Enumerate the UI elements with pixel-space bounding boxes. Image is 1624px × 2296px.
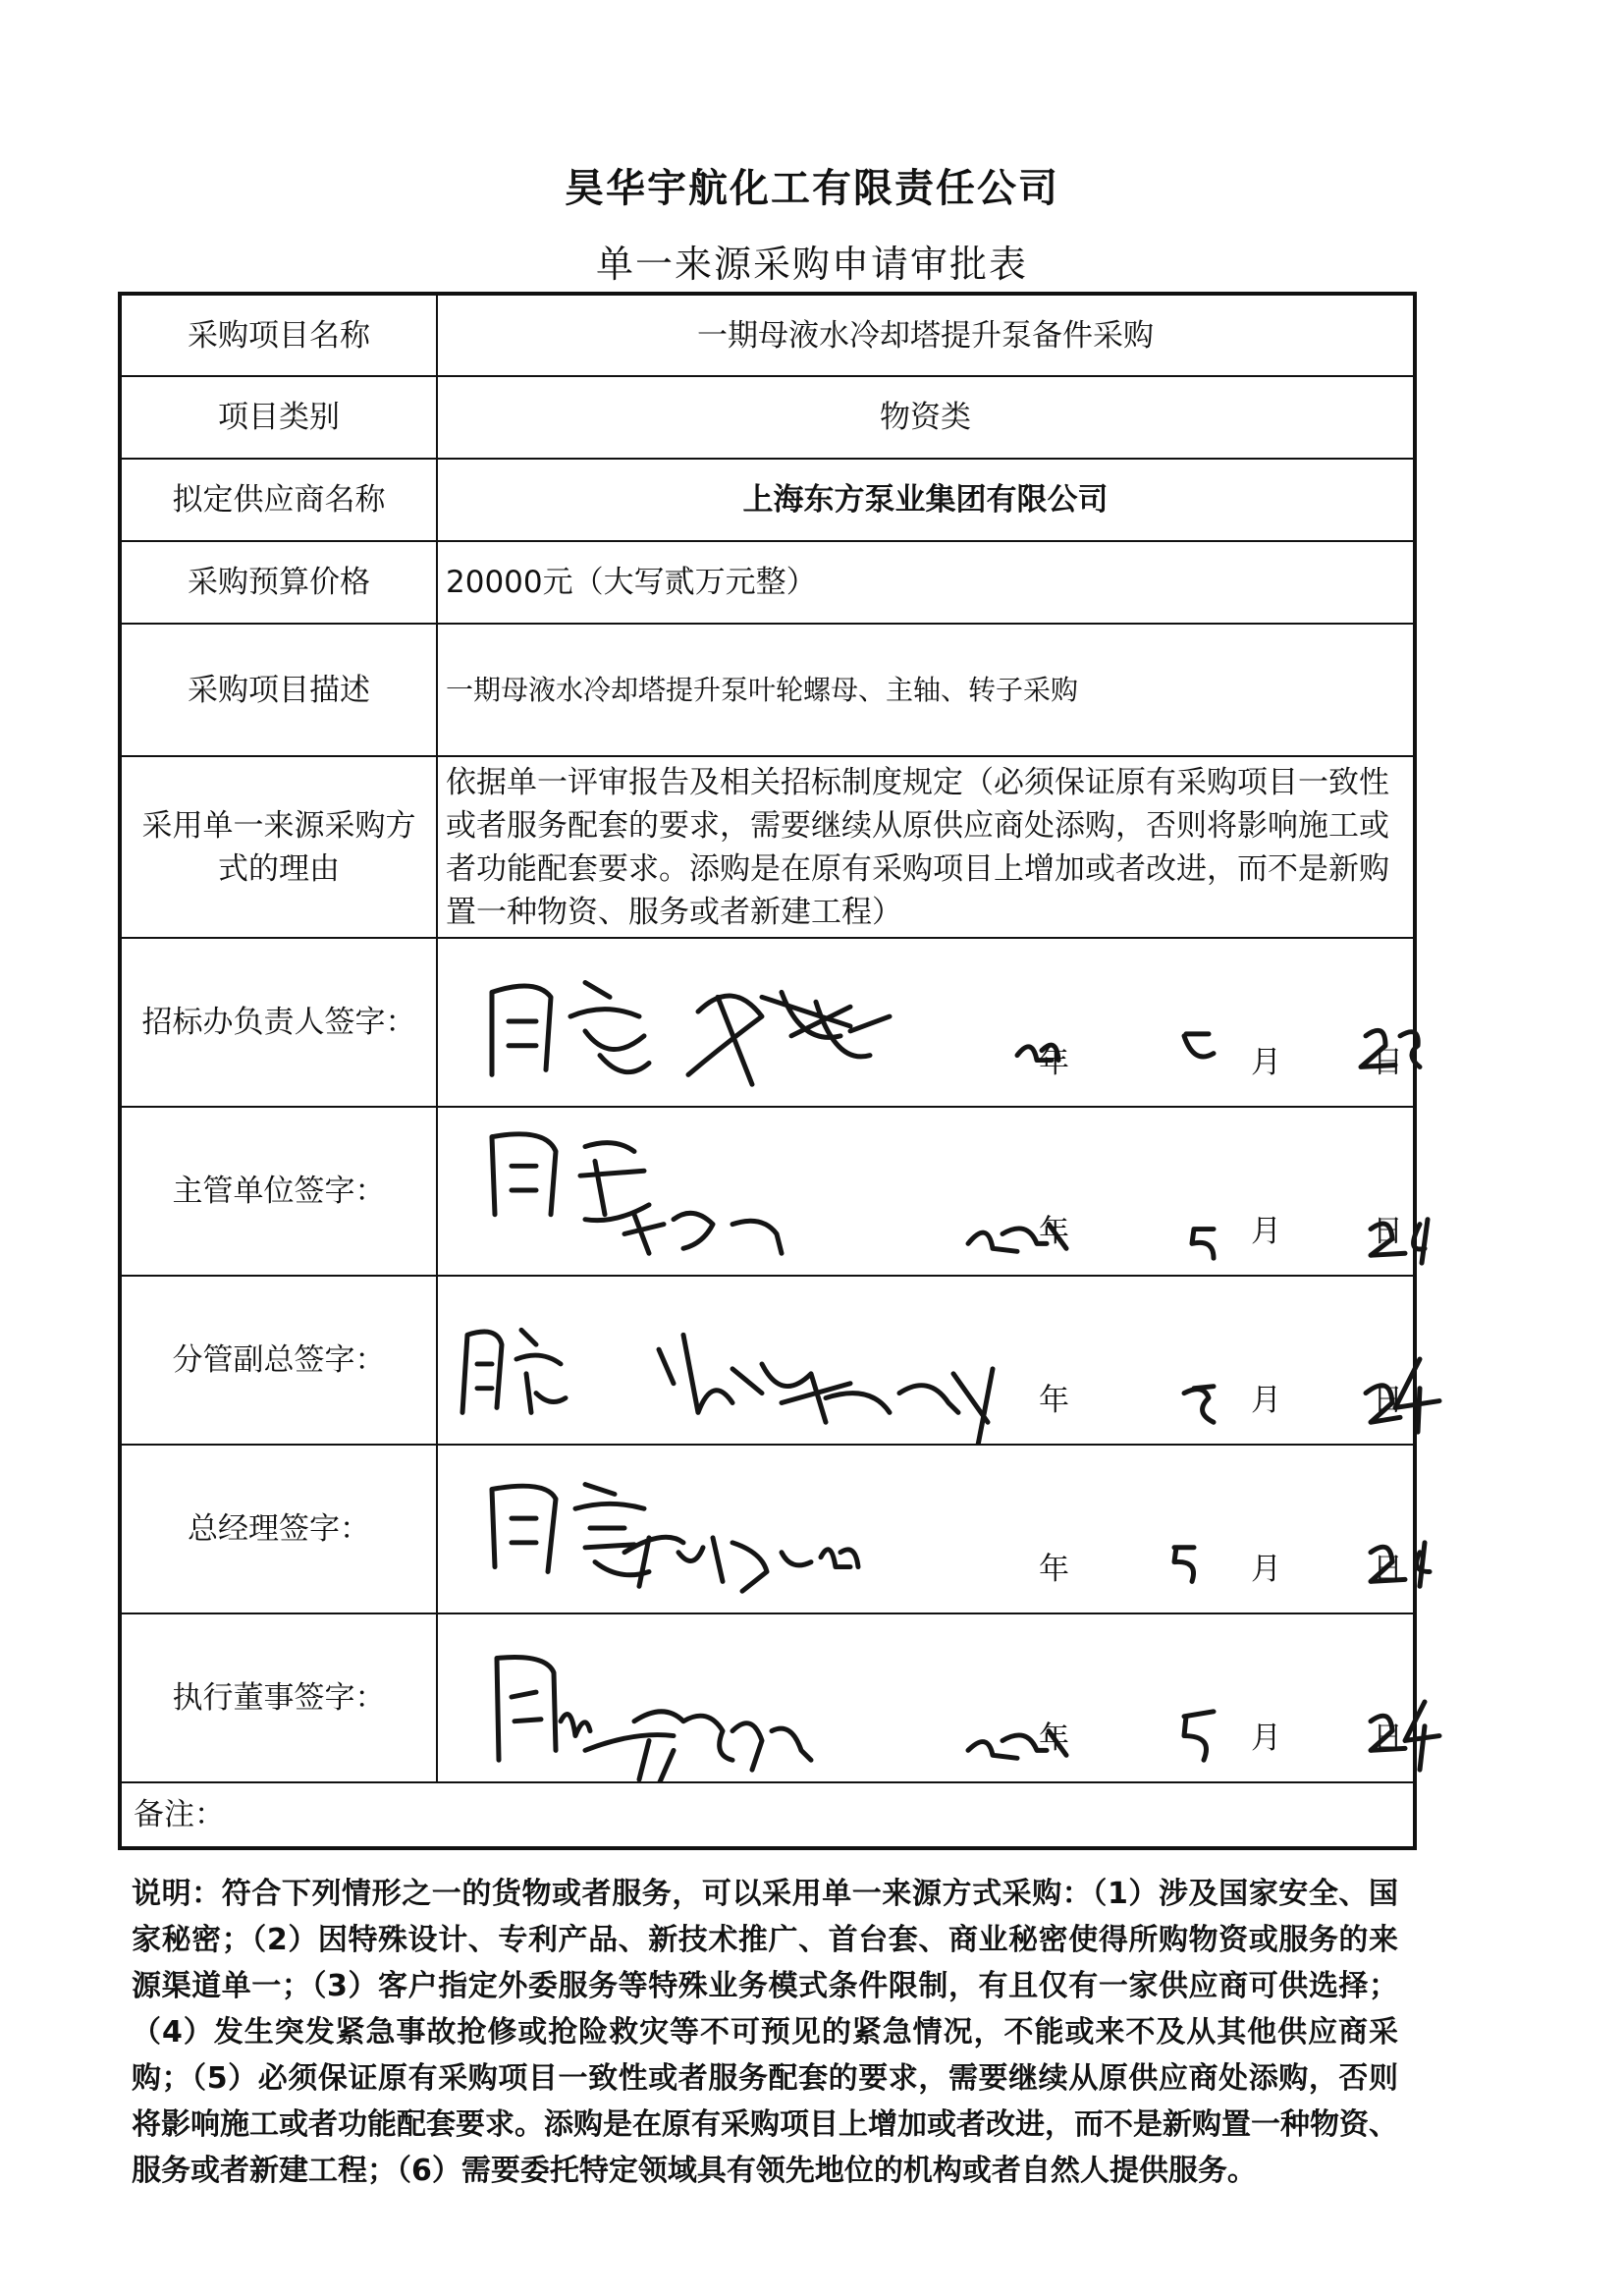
supplier-value: 上海东方泵业集团有限公司	[437, 459, 1415, 541]
year-label: 年	[1039, 1383, 1069, 1418]
year-label: 年	[1039, 1552, 1069, 1587]
row-project-name	[120, 294, 1415, 376]
supplier-label: 拟定供应商名称	[120, 459, 437, 541]
row-budget	[120, 541, 1415, 624]
year-label: 年	[1039, 1721, 1069, 1756]
category-label: 项目类别	[120, 376, 437, 459]
row-supplier	[120, 459, 1415, 541]
year-label: 年	[1039, 1045, 1069, 1080]
row-signature-general-manager	[120, 1445, 1415, 1613]
signature-label: 总经理签字：	[120, 1445, 437, 1613]
budget-value: 20000元（大写贰万元整）	[437, 541, 1415, 624]
explanation-note: 说明：符合下列情形之一的货物或者服务，可以采用单一来源方式采购：（1）涉及国家安全、国家秘密；（2）因特殊设计、专利产品、新技术推广、首台套、商业秘密使得所购物资或服务的来源渠道单一；（3）客户指定外委服务等特殊业务模式条件限制，有且仅有一家供应商可供选择；（4）发生突发紧急事故抢修或抢险救灾等不可预见的紧急情况，不能或来不及从其他供应商采购；（5）必须保证原有采购项目一致性或者服务配套的要求，需要继续从原供应商处添购，否则将影响施工或者功能配套要求。添购是在原有采购项目上增加或者改进，而不是新购置一种物资、服务或者新建工程；（6）需要委托特定领域具有领先地位的机构或者自然人提供服务。	[132, 1877, 1398, 2188]
form-title: 单一来源采购申请审批表	[595, 243, 1028, 286]
month-label: 月	[1251, 1045, 1281, 1080]
day-label: 日	[1373, 1552, 1403, 1587]
row-reason	[120, 756, 1415, 938]
reason-value: 依据单一评审报告及相关招标制度规定（必须保证原有采购项目一致性或者服务配套的要求，需要继续从原供应商处添购，否则将影响施工或者功能配套要求。添购是在原有采购项目上增加或者改进，而不是新购置一种物资、服务或者新建工程）	[437, 756, 1415, 938]
month-label: 月	[1251, 1552, 1281, 1587]
category-value: 物资类	[437, 376, 1415, 459]
project-name-label: 采购项目名称	[120, 294, 437, 376]
signature-cell	[437, 1107, 1415, 1276]
remark-label: 备注：	[120, 1782, 1415, 1848]
day-label: 日	[1373, 1383, 1403, 1418]
year-label: 年	[1039, 1214, 1069, 1249]
signature-label: 招标办负责人签字：	[120, 938, 437, 1107]
reason-label: 采用单一来源采购方式的理由	[120, 756, 437, 938]
row-signature-bidding-office	[120, 938, 1415, 1107]
signature-label: 分管副总签字：	[120, 1276, 437, 1445]
signature-cell	[437, 1276, 1415, 1445]
approval-form-table	[118, 292, 1417, 1850]
signature-cell	[437, 1445, 1415, 1613]
day-label: 日	[1373, 1214, 1403, 1249]
project-name-value: 一期母液水冷却塔提升泵备件采购	[437, 294, 1415, 376]
budget-label: 采购预算价格	[120, 541, 437, 624]
company-name: 昊华宇航化工有限责任公司	[565, 166, 1059, 211]
signature-cell	[437, 938, 1415, 1107]
description-label: 采购项目描述	[120, 624, 437, 756]
row-category	[120, 376, 1415, 459]
day-label: 日	[1373, 1721, 1403, 1756]
signature-label: 主管单位签字：	[120, 1107, 437, 1276]
month-label: 月	[1251, 1721, 1281, 1756]
month-label: 月	[1251, 1383, 1281, 1418]
row-signature-deputy-gm	[120, 1276, 1415, 1445]
row-signature-supervising-unit	[120, 1107, 1415, 1276]
signature-cell	[437, 1613, 1415, 1782]
month-label: 月	[1251, 1214, 1281, 1249]
description-value: 一期母液水冷却塔提升泵叶轮螺母、主轴、转子采购	[437, 624, 1415, 756]
day-label: 日	[1373, 1045, 1403, 1080]
row-remark	[120, 1782, 1415, 1848]
row-description	[120, 624, 1415, 756]
signature-label: 执行董事签字：	[120, 1613, 437, 1782]
row-signature-executive-director	[120, 1613, 1415, 1782]
